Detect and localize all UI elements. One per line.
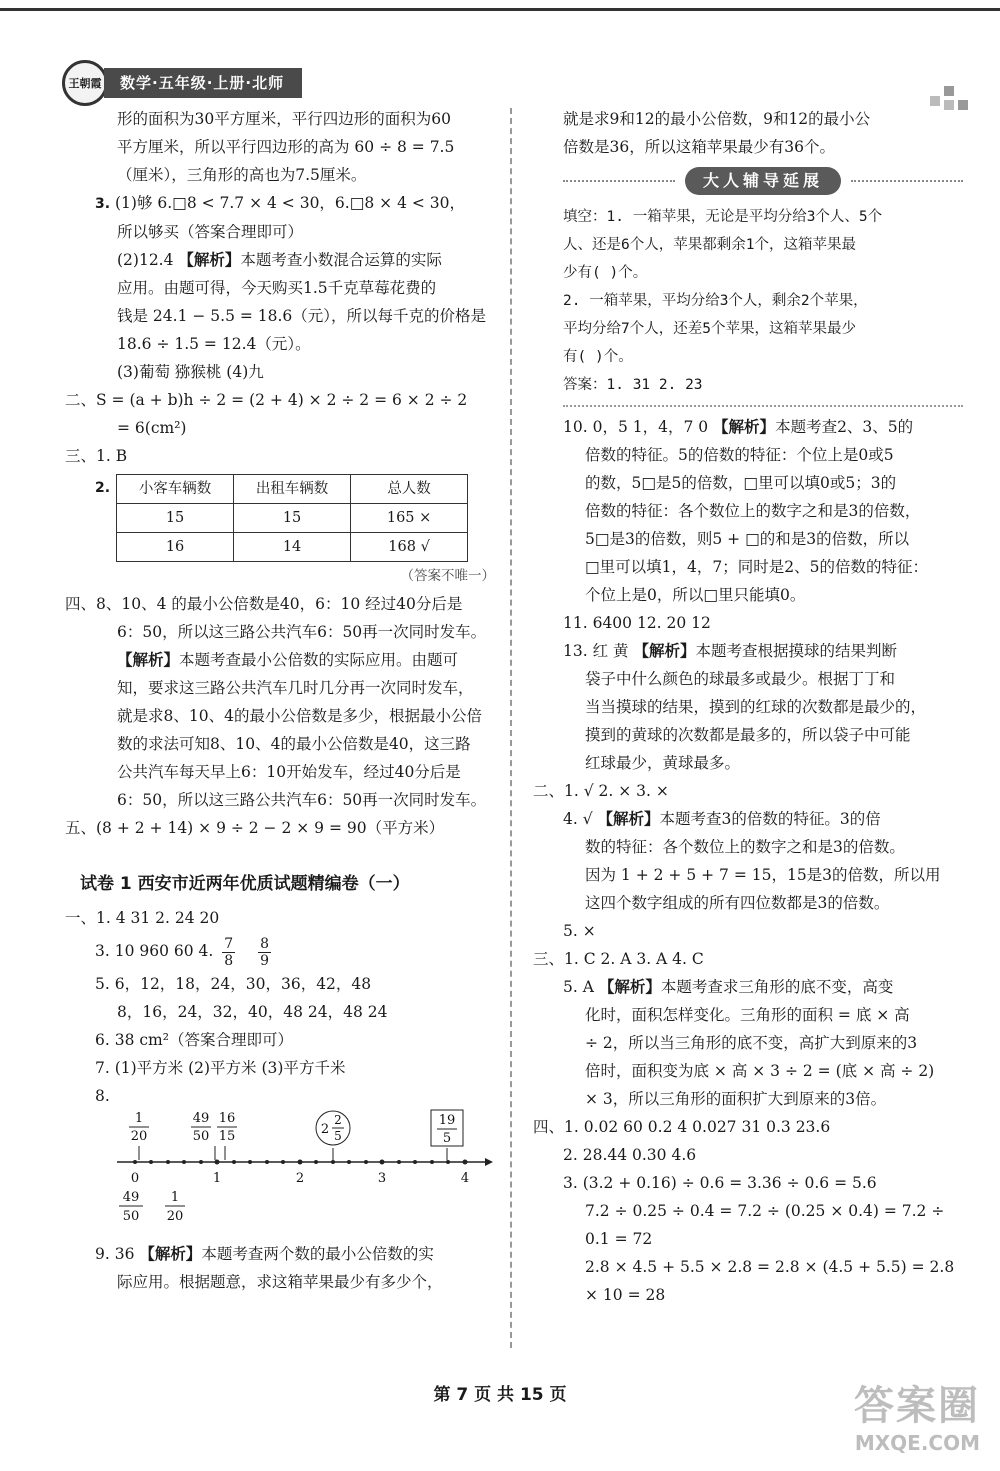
tick-label: 1 [212,1171,222,1186]
extension-title: 大人辅导延展 [685,167,841,195]
analysis-tag: 【解析】 [598,977,661,996]
text-line: 有( )个。 [563,349,633,365]
text-line: 袋子中什么颜色的球最多或最少。根据丁丁和 [585,670,896,688]
text-line: □里可以填1，4，7；同时是2、5的倍数的特征： [585,558,928,576]
extension-header [563,167,963,195]
text-line: 本题考查求三角形的底不变，高变 [660,978,894,996]
analysis-tag: 【解析】 [633,641,696,660]
fraction [222,936,235,969]
text-line: 所以够买（答案合理即可） [117,223,304,241]
tick-label: 4 [460,1171,470,1186]
text-line: 5. A [563,978,594,996]
text-line: 平方厘米，所以平行四边形的高为 60 ÷ 8 = 7.5 [117,138,455,156]
text-line: 倍数的特征：各个数位上的数字之和是3的倍数， [585,502,921,520]
text-line: 3. 10 960 60 4. [95,942,214,960]
analysis-tag: 【解析】 [139,1244,202,1263]
tick-label: 2 [295,1171,305,1186]
subject-bar: 数学·五年级·上册·北师 [104,68,302,98]
paper-6: 6. 38 cm²（答案合理即可） [95,1031,293,1049]
section-4: 四、1. 0.02 60 0.2 4 0.027 31 0.3 23.6 [533,1118,831,1136]
answer-3-5 [563,973,963,1001]
tick-label: 0 [130,1171,140,1186]
text-line: 4. √ [563,810,593,828]
text-line: × 10 = 28 [585,1286,666,1304]
frac-numerator: 1 [134,1111,144,1126]
extension-box [563,203,963,399]
answer-value: (2)12.4 [117,251,174,269]
text-line: 7.2 ÷ 0.25 ÷ 0.4 = 7.2 ÷ (0.25 × 0.4) = 7.2 ÷ [585,1202,945,1220]
frac-denominator: 50 [192,1129,210,1144]
dotted-line [563,180,675,182]
text-line: 形的面积为30平方厘米，平行四边形的面积为60 [117,110,451,128]
text-line: 就是求9和12的最小公倍数，9和12的最小公 [563,110,871,128]
section-2: 二、1. √ 2. × 3. × [533,782,669,800]
analysis-tag: 【解析】 [178,250,241,269]
text-line: 倍数是36，所以这箱苹果最少有36个。 [563,138,835,156]
text-line: 公共汽车每天早上6：10开始发车，经过40分后是 [117,763,461,781]
text-line: 钱是 24.1 − 5.5 = 18.6（元），所以每千克的价格是 [117,307,487,325]
text-line: 6：50，所以这三路公共汽车6：50再一次同时发车。 [117,623,487,641]
text-line: 13. 红 黄 [563,642,629,660]
publisher-logo [62,60,108,106]
item-number: 3. [95,196,111,212]
text-line: 化时，面积怎样变化。三角形的面积 = 底 × 高 [585,1006,910,1024]
watermark [854,1374,980,1455]
dotted-separator [563,405,963,407]
table-cell: 15 [234,504,351,533]
paper-9 [95,1240,495,1268]
section-2-formula: 二、S = (a + b)h ÷ 2 = (2 + 4) × 2 ÷ 2 = 6 × 2 ÷ 2 [65,391,468,409]
text-line [95,646,495,674]
frac-denominator: 20 [166,1209,184,1222]
text-line: 本题考查两个数的最小公倍数的实 [201,1245,434,1263]
text-line: 本题考查根据摸球的结果判断 [695,642,897,660]
text-line: 应用。由题可得，今天购买1.5千克草莓花费的 [117,279,437,297]
watermark-url: MXQE.COM [854,1431,980,1455]
text-line: （厘米），三角形的高也为7.5厘米。 [117,166,367,184]
text-line: 倍时，面积变为底 × 高 × 3 ÷ 2 = (底 × 高 ÷ 2) [585,1062,935,1080]
answer-13 [563,637,963,665]
table-header-row [117,475,468,504]
text-line: 数的求法可知8、10、4的最小公倍数是40，这三路 [117,735,471,753]
right-column [533,105,963,1309]
table-cell: 165 × [351,504,468,533]
text-line: 6：50，所以这三路公共汽车6：50再一次同时发车。 [117,791,487,809]
paper-5b: 8，16，24，32，40，48 24，48 24 [117,1003,388,1021]
left-column [65,105,495,1296]
top-rule [0,8,1000,11]
paper-8: 8. [95,1087,110,1105]
text-line: 本题考查2、3、5的 [775,418,914,436]
text-line: 填空：1. 一箱苹果，无论是平均分给3个人、5个 [563,209,883,225]
text-line: 就是求8、10、4的最小公倍数是多少，根据最小公倍 [117,707,482,725]
frac-numerator: 49 [122,1190,140,1205]
section-3-1: 三、1. B [65,447,128,465]
text-line: 倍数的特征。5的倍数的特征：个位上是0或5 [585,446,894,464]
numerator: 8 [260,935,270,952]
frac-denominator: 20 [130,1129,148,1144]
text-line: 平均分给7个人，还差5个苹果，这箱苹果最少 [563,321,856,337]
answer-4-2: 2. 28.44 0.30 4.6 [563,1146,697,1164]
number-line-svg [95,1102,495,1222]
frac-numerator: 49 [192,1111,210,1126]
text-line: 数的特征：各个数位上的数字之和是3的倍数。 [585,838,905,856]
analysis-tag: 【解析】 [597,809,660,828]
frac-numerator: 1 [170,1190,180,1205]
paper-title: 试卷 1 西安市近两年优质试题精编卷（一） [80,874,410,894]
text-line: 人、还是6个人，苹果都剩余1个，这箱苹果最 [563,237,856,253]
table-header: 总人数 [351,475,468,504]
axis-arrow [485,1158,493,1166]
watermark-logo: 答案圈 [854,1383,980,1429]
table-header: 出租车辆数 [234,475,351,504]
frac-denominator: 15 [218,1129,236,1144]
text-line: (3)葡萄 猕猴桃 (4)九 [117,363,264,381]
text-line: 10. 0，5 1，4，7 0 [563,418,709,436]
text-line: (1)够 6.□8 < 7.7 × 4 < 30，6.□8 × 4 < 30， [115,194,465,212]
answer-10 [563,413,963,441]
analysis-tag: 【解析】 [713,417,776,436]
section-3: 三、1. C 2. A 3. A 4. C [533,950,704,968]
tick-label: 3 [377,1171,387,1186]
item-number: 2. [95,480,111,496]
text-line: 因为 1 + 2 + 5 + 7 = 15，15是3的倍数，所以用 [585,866,941,884]
text-line: 0.1 = 72 [585,1230,653,1248]
text-line: 际应用。根据题意，求这箱苹果最少有多少个， [117,1273,443,1291]
frac-denominator: 5 [334,1129,342,1143]
analysis-tag: 【解析】 [117,650,180,669]
paper-3-4 [95,932,495,970]
numerator: 7 [224,935,234,952]
text-line: 红球最少，黄球最多。 [585,754,741,772]
number-line [95,1112,495,1232]
text-line: 本题考查最小公倍数的实际应用。由题可 [179,651,459,669]
text-line: 当当摸球的结果，摸到的红球的次数都是最少的， [585,698,927,716]
answer-3 [95,189,495,218]
answer-3-2 [95,246,495,274]
answer-11-12: 11. 6400 12. 20 12 [563,614,711,632]
text-line: 本题考查3的倍数的特征。3的倍 [659,810,881,828]
frac-denominator: 5 [442,1131,452,1146]
text-line: 2. 一箱苹果，平均分给3个人，剩余2个苹果， [563,293,868,309]
text-line: ÷ 2，所以当三角形的底不变，高扩大到原来的3 [585,1034,918,1052]
column-divider [510,108,512,1348]
paper-5a: 5. 6，12，18，24，30，36，42，48 [95,975,372,993]
table-cell: 16 [117,533,234,562]
answer-2-4 [563,805,963,833]
dotted-line [851,180,963,182]
frac-numerator: 19 [438,1113,456,1128]
table-row [117,533,468,562]
table-cell: 15 [117,504,234,533]
text-line: = 6(cm²) [117,419,187,437]
answer-4-3a: 3. (3.2 + 0.16) ÷ 0.6 = 3.36 ÷ 0.6 = 5.6 [563,1174,877,1192]
table-note: （答案不唯一） [400,568,495,584]
frac-numerator: 2 [334,1113,342,1127]
table-header: 小客车辆数 [117,475,234,504]
text-line: 答案：1. 31 2. 23 [563,377,703,393]
page-header [62,60,302,106]
table-cell: 14 [234,533,351,562]
fraction [258,936,271,969]
answer-table-block [95,470,495,562]
text-line: 2.8 × 4.5 + 5.5 × 2.8 = 2.8 × (4.5 + 5.5) = 2.8 [585,1258,955,1276]
answer-table [116,474,468,562]
logo-text: 王朝霞 [68,77,102,90]
text-line: 个位上是0，所以□里只能填0。 [585,586,806,604]
paper-7: 7. (1)平方米 (2)平方米 (3)平方千米 [95,1059,346,1077]
frac-denominator: 50 [122,1209,140,1222]
table-row [117,504,468,533]
text-line: × 3，所以三角形的面积扩大到原来的3倍。 [585,1090,887,1108]
text-line: 的数，5□是5的倍数，□里可以填0或5；3的 [585,474,897,492]
text-line: 少有( )个。 [563,265,648,281]
text-line: 知，要求这三路公共汽车几时几分再一次同时发车， [117,679,474,697]
text-line: 5□是3的倍数，则5 + □的和是3的倍数，所以 [585,530,910,548]
text-line: 这四个数字组成的所有四位数都是3的倍数。 [585,894,890,912]
table-cell: 168 √ [351,533,468,562]
answer-2-5: 5. × [563,922,596,940]
text-line: 18.6 ÷ 1.5 = 12.4（元）。 [117,335,311,353]
text-line: 本题考查小数混合运算的实际 [240,251,442,269]
denominator: 8 [224,952,234,969]
paper-1: 一、1. 4 31 2. 24 20 [65,909,220,927]
text-line: 摸到的黄球的次数都是最多的，所以袋子中可能 [585,726,911,744]
page-footer: 第 7 页 共 15 页 [433,1385,567,1405]
section-5: 五、(8 + 2 + 14) × 9 ÷ 2 − 2 × 9 = 90（平方米） [65,819,445,837]
text-line: 9. 36 [95,1245,135,1263]
section-4: 四、8、10、4 的最小公倍数是40，6：10 经过40分后是 [65,595,463,613]
frac-numerator: 16 [218,1111,236,1126]
denominator: 9 [260,952,270,969]
mixed-whole: 2 [320,1122,330,1137]
